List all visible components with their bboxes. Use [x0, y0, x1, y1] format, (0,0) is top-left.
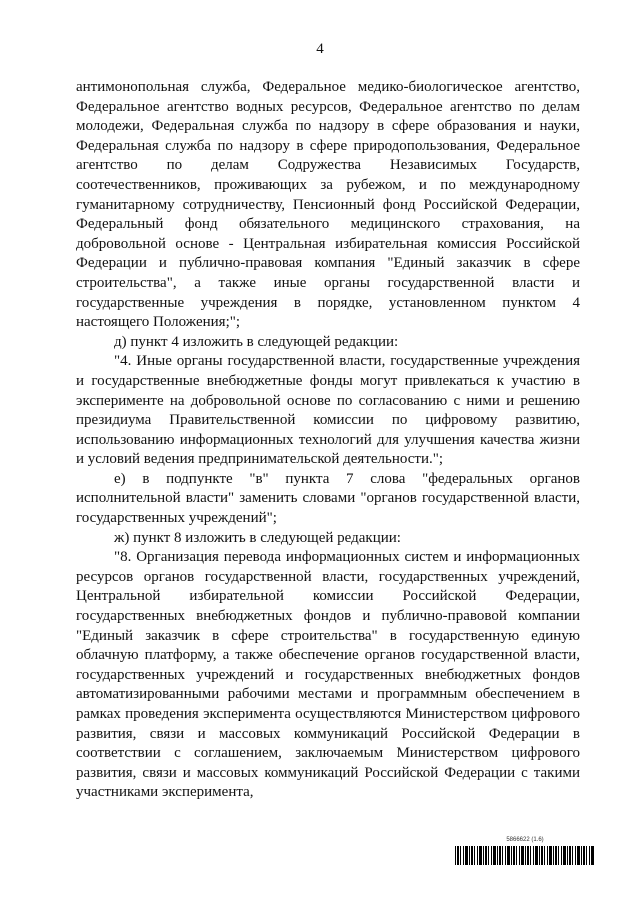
- document-footer: [455, 837, 595, 865]
- document-code: 5866622 (1.6): [506, 837, 544, 843]
- paragraph-point-8: "8. Организация перевода информационных систем и информационных ресурсов органов государственной власти, государственных учреждений, Центральной избирательной комиссии Российской Федерации, государственных внебюджетных фондов и публично-правовой компании "Единый заказчик в сфере строительства" в государственную единую облачную платформу, а также обеспечение органов государственной власти, государственных учреждений и государственных внебюджетных фондов автоматизированными рабочими местами и программным обеспечением в рамках проведения эксперимента осуществляются Министерством цифрового развития, связи и массовых коммуникаций Российской Федерации в соответствии с соглашением, заключаемым Министерством цифрового развития, связи и массовых коммуникаций Российской Федерации с такими участниками эксперимента,: [76, 549, 580, 801]
- paragraph-continuation: антимонопольная служба, Федеральное медико-биологическое агентство, Федеральное агентство водных ресурсов, Федеральное агентство по делам молодежи, Федеральная служба по надзору в сфере образования и науки, Федеральная служба по надзору в сфере природопользования, Федеральное агентство по делам Содружества Независимых Государств, соотечественников, проживающих за рубежом, и по международному гуманитарному сотрудничеству, Пенсионный фонд Российской Федерации, Федеральный фонд обязательного медицинского страхования, на добровольной основе - Центральная избирательная комиссия Российской Федерации и публично-правовая компания "Единый заказчик в сфере строительства", а также иные органы государственной власти и государственные учреждения в порядке, установленном пунктом 4 настоящего Положения;";: [76, 79, 580, 331]
- paragraph-point-4: "4. Иные органы государственной власти, государственные учреждения и государственные внебюджетные фонды могут привлекаться к участию в эксперименте на добровольной основе по согласованию с ними и решению президиума Правительственной комиссии по цифровому развитию, использованию информационных технологий для улучшения качества жизни и условий ведения предпринимательской деятельности.";: [76, 353, 580, 468]
- paragraph-item-d: д) пункт 4 изложить в следующей редакции:: [114, 333, 399, 350]
- barcode-icon: [455, 846, 595, 865]
- paragraph-item-zh: ж) пункт 8 изложить в следующей редакции:: [114, 529, 401, 546]
- paragraph-item-e: е) в подпункте "в" пункта 7 слова "федеральных органов исполнительной власти" заменить словами "органов государственной власти, государственных учреждений";: [76, 470, 580, 527]
- document-body: [76, 78, 580, 803]
- page-number: 4: [316, 41, 324, 57]
